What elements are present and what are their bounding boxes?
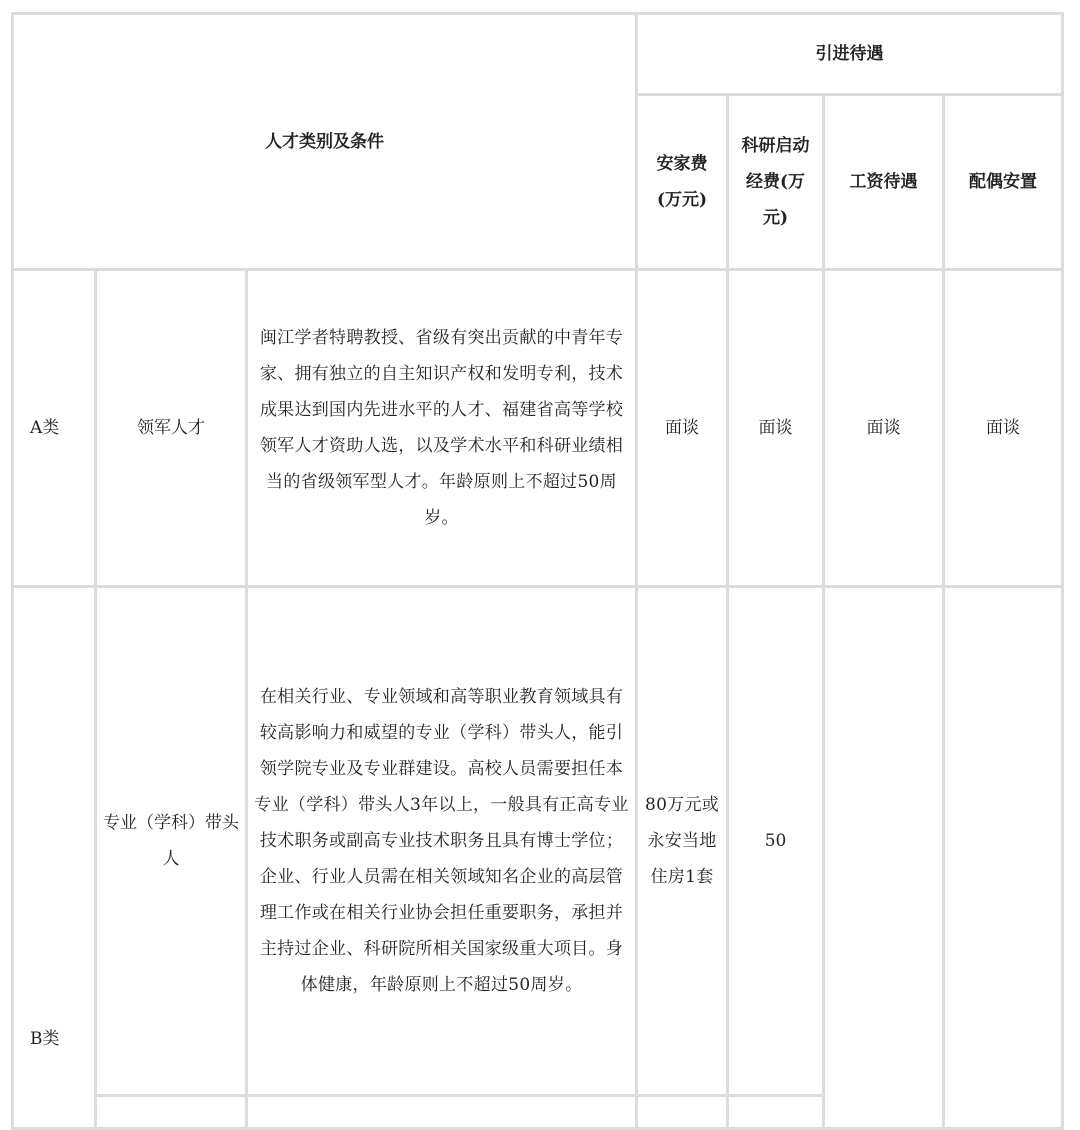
conditions-cell: 闽江学者特聘教授、省级有突出贡献的中青年专家、拥有独立的自主知识产权和发明专利，技术成果达到国内先进水平的人才、福建省高等学校领军人才资助人选，以及学术水平和科研业绩相当的省级领军型人才。年龄原则上不超过50周岁。 xyxy=(247,270,637,587)
salary-cell xyxy=(824,587,944,1129)
talent-type-cell: 专业（学科）带头人 xyxy=(96,587,247,1096)
spouse-cell: 面谈 xyxy=(944,270,1063,587)
settle-fee-header xyxy=(637,95,728,270)
talent-policy-table xyxy=(11,12,1064,1130)
salary-cell: 面谈 xyxy=(824,270,944,587)
category-header: 人才类别及条件 xyxy=(13,14,637,270)
research-fund-header-line3: 元) xyxy=(763,208,789,228)
settle-fee-header-line2: (万元) xyxy=(656,190,708,210)
research-fund-cell: 面谈 xyxy=(728,270,824,587)
research-fund-header-line1: 科研启动 xyxy=(741,136,810,156)
empty-cell xyxy=(96,1096,247,1129)
conditions-cell: 在相关行业、专业领域和高等职业教育领域具有较高影响力和威望的专业（学科）带头人，能引领学院专业及专业群建设。高校人员需要担任本专业（学科）带头人3年以上，一般具有正高专业技术职务或副高专业技术职务且具有博士学位；企业、行业人员需在相关领域知名企业的高层管理工作或在相关行业协会担任重要职务，承担并主持过企业、科研院所相关国家级重大项目。身体健康，年龄原则上不超过50周岁。 xyxy=(247,587,637,1096)
empty-cell xyxy=(728,1096,824,1129)
spouse-cell xyxy=(944,587,1063,1129)
settle-fee-cell: 80万元或永安当地住房1套 xyxy=(637,587,728,1096)
research-fund-cell: 50 xyxy=(728,587,824,1096)
category-cell: B类 xyxy=(13,587,96,1129)
empty-cell xyxy=(637,1096,728,1129)
spouse-header: 配偶安置 xyxy=(944,95,1063,270)
settle-fee-header-line1: 安家费 xyxy=(656,154,708,174)
research-fund-header xyxy=(728,95,824,270)
settle-fee-cell: 面谈 xyxy=(637,270,728,587)
table-row-b xyxy=(13,587,1063,1096)
category-cell: A类 xyxy=(13,270,96,587)
talent-type-cell: 领军人才 xyxy=(96,270,247,587)
benefits-header: 引进待遇 xyxy=(637,14,1063,95)
empty-cell xyxy=(247,1096,637,1129)
research-fund-header-line2: 经费(万 xyxy=(746,172,806,192)
salary-header: 工资待遇 xyxy=(824,95,944,270)
table-row-a xyxy=(13,270,1063,587)
talent-policy-table-wrapper xyxy=(11,12,1064,1130)
header-row-top xyxy=(13,14,1063,95)
